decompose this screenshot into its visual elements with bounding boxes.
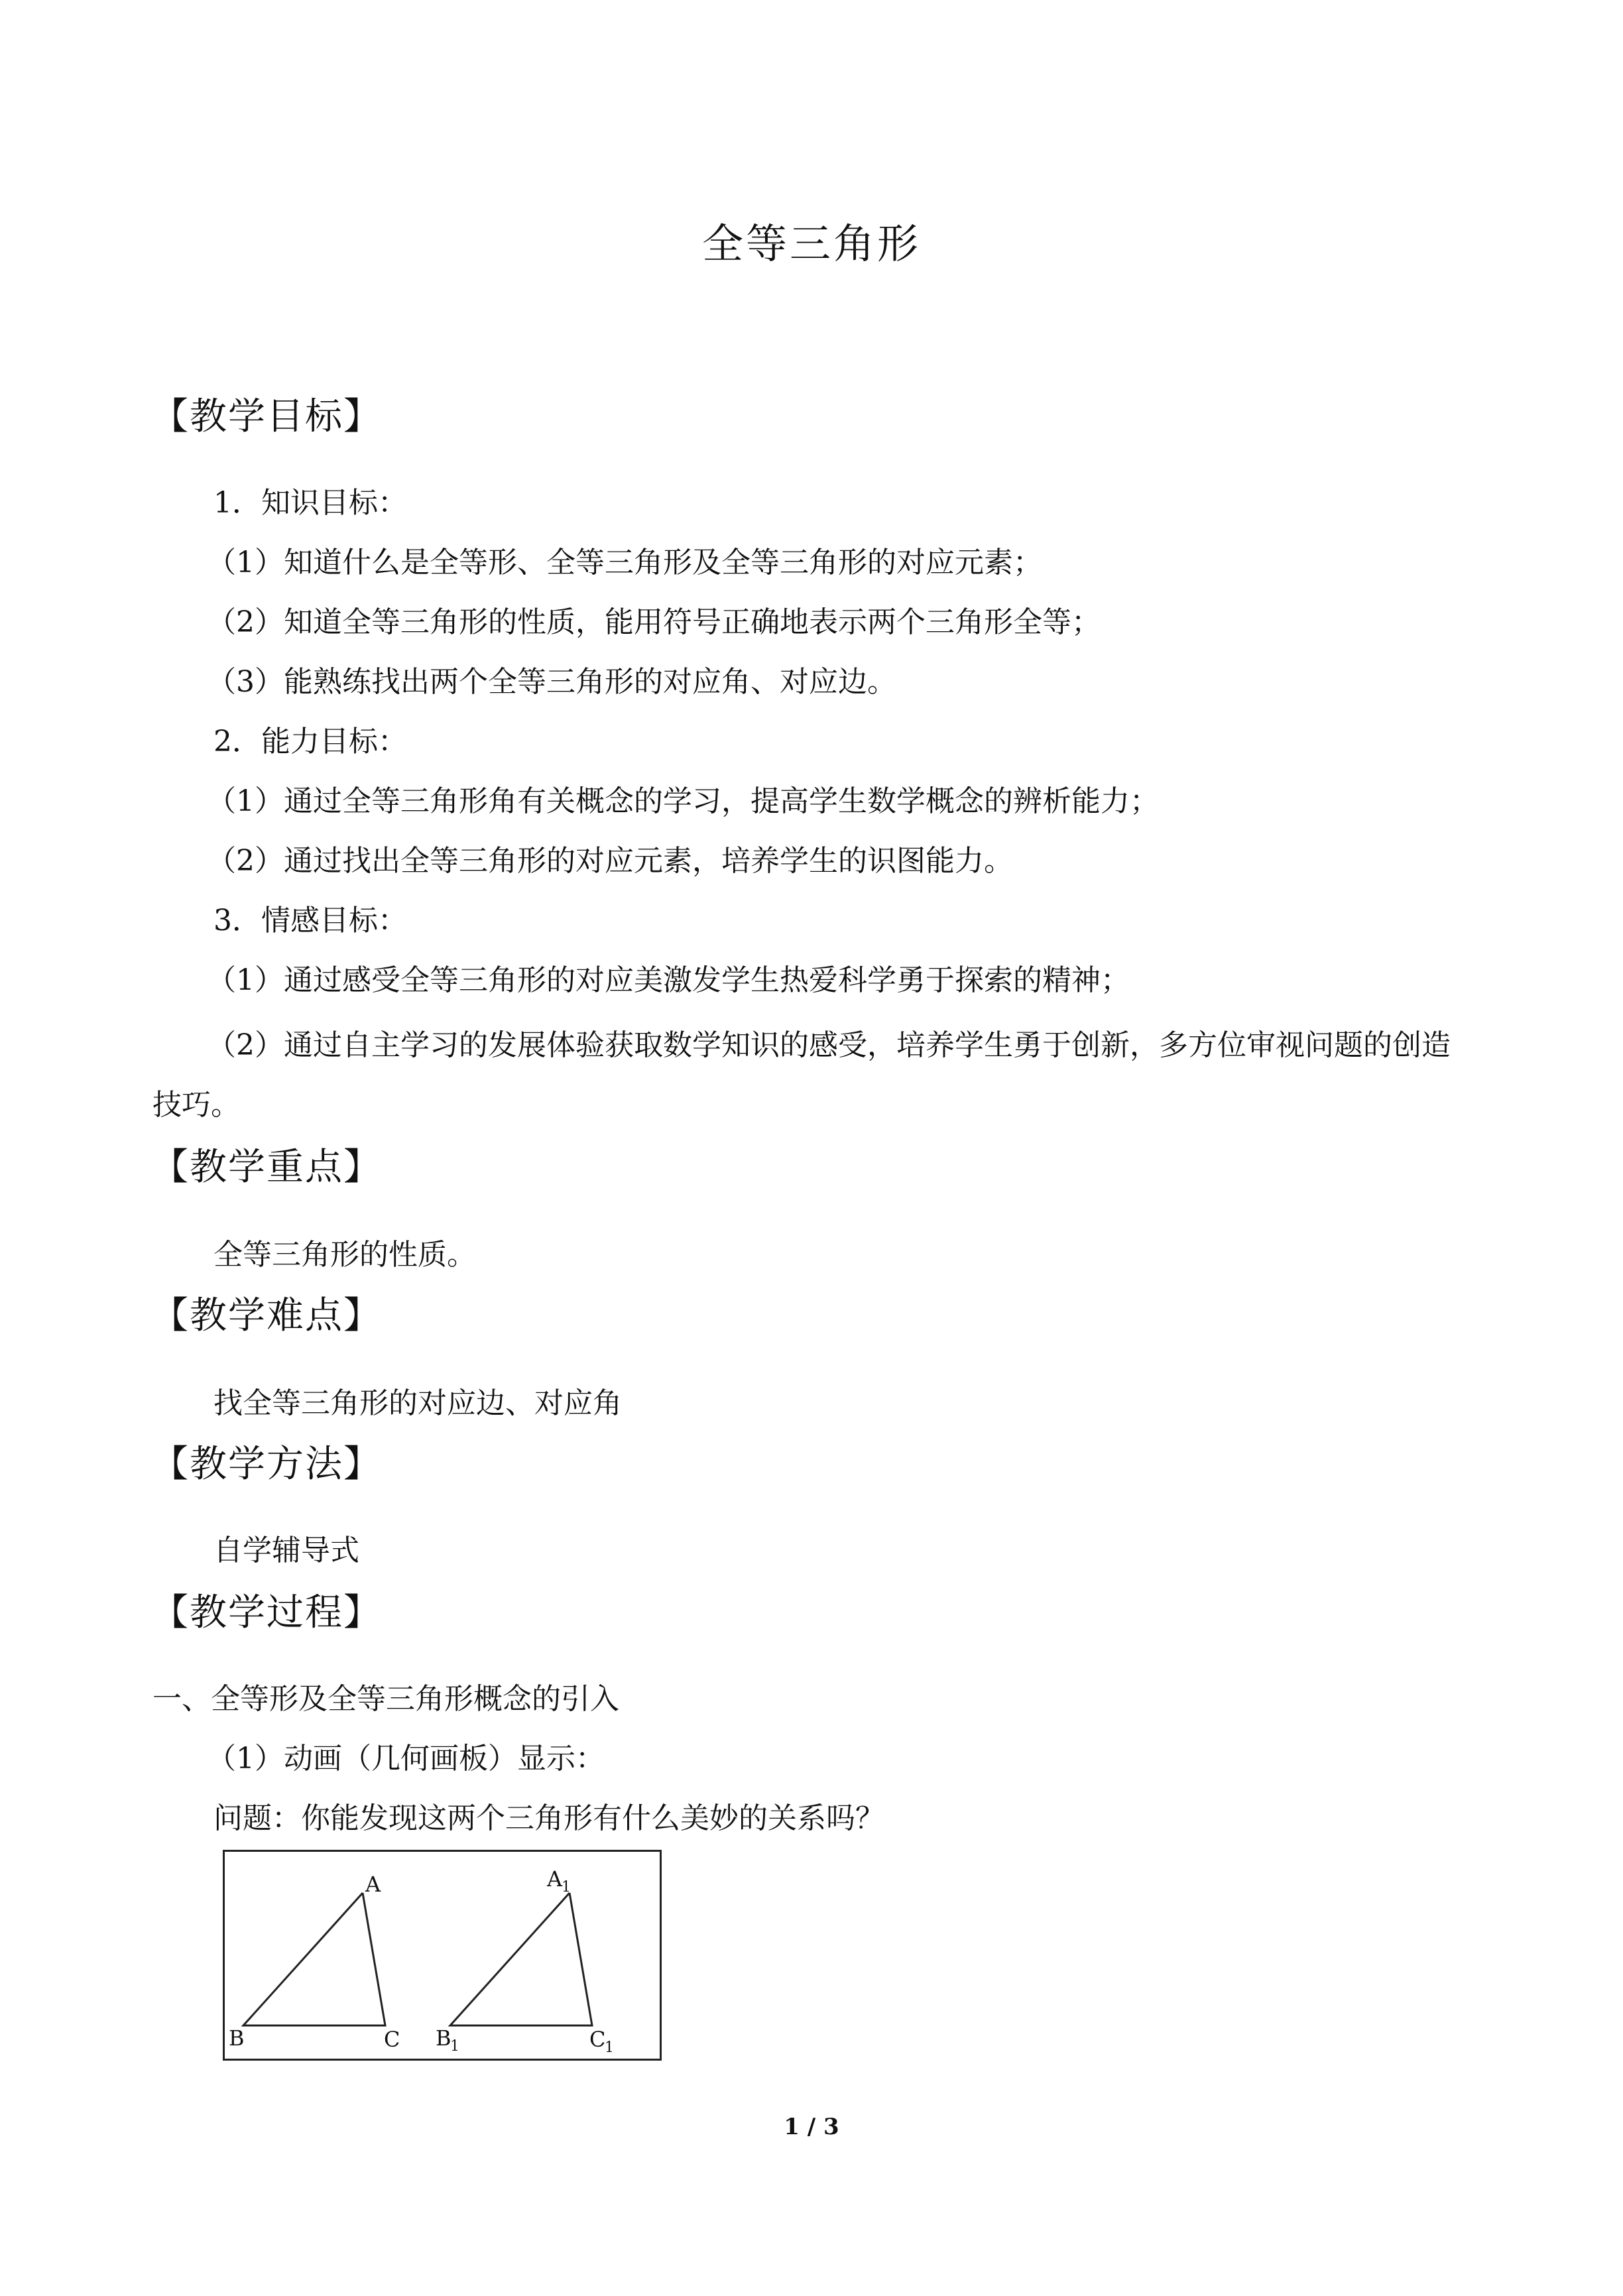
ability-objective-1: （1）通过全等三角形角有关概念的学习，提高学生数学概念的辨析能力；	[207, 784, 1159, 818]
triangle-figure	[223, 1850, 662, 2061]
section-heading-process: 【教学过程】	[151, 1591, 382, 1634]
vertex-label-c: C	[384, 2027, 400, 2052]
methods-text: 自学辅导式	[213, 1534, 359, 1567]
ability-objective-2: （2）通过找出全等三角形的对应元素，培养学生的识图能力。	[207, 844, 1013, 878]
knowledge-objective-heading: 1．知识目标：	[213, 486, 407, 520]
process-item-1: （1）动画（几何画板）显示：	[207, 1742, 605, 1776]
vertex-label-c1: C	[589, 2027, 606, 2052]
vertex-label-b1: B	[436, 2025, 451, 2051]
emotion-objective-2: （2）通过自主学习的发展体验获取数学知识的感受，培养学生勇于创新，多方位审视问题的创造技巧。	[152, 1028, 1451, 1122]
document-title: 全等三角形	[701, 219, 921, 268]
vertex-label-a: A	[365, 1872, 381, 1897]
vertex-label-b1-subscript: 1	[450, 2038, 459, 2055]
ability-objective-heading: 2．能力目标：	[213, 725, 407, 758]
triangles-diagram	[225, 1852, 660, 2059]
process-part-1: 一、全等形及全等三角形概念的引入	[152, 1682, 619, 1716]
difficulties-text: 找全等三角形的对应边、对应角	[213, 1386, 622, 1420]
section-heading-objectives: 【教学目标】	[151, 395, 382, 438]
section-heading-methods: 【教学方法】	[151, 1443, 382, 1486]
section-heading-key-points: 【教学重点】	[151, 1146, 382, 1189]
process-question: 问题：你能发现这两个三角形有什么美妙的关系吗？	[213, 1801, 884, 1835]
vertex-label-a1-subscript: 1	[562, 1879, 571, 1896]
triangle-abc	[243, 1893, 385, 2025]
vertex-label-c1-subscript: 1	[605, 2039, 614, 2056]
emotion-objective-1: （1）通过感受全等三角形的对应美激发学生热爱科学勇于探索的精神；	[207, 963, 1130, 997]
vertex-label-a1: A	[547, 1866, 563, 1892]
key-points-text: 全等三角形的性质。	[213, 1238, 476, 1272]
section-heading-difficulties: 【教学难点】	[151, 1294, 382, 1337]
knowledge-objective-1: （1）知道什么是全等形、全等三角形及全等三角形的对应元素；	[207, 546, 1042, 579]
vertex-label-b: B	[229, 2025, 245, 2051]
page-number: 1 / 3	[784, 2114, 839, 2140]
knowledge-objective-2: （2）知道全等三角形的性质，能用符号正确地表示两个三角形全等；	[207, 605, 1101, 639]
emotion-objective-heading: 3．情感目标：	[213, 904, 407, 937]
knowledge-objective-3: （3）能熟练找出两个全等三角形的对应角、对应边。	[207, 665, 896, 699]
triangle-a1b1c1	[450, 1893, 592, 2025]
